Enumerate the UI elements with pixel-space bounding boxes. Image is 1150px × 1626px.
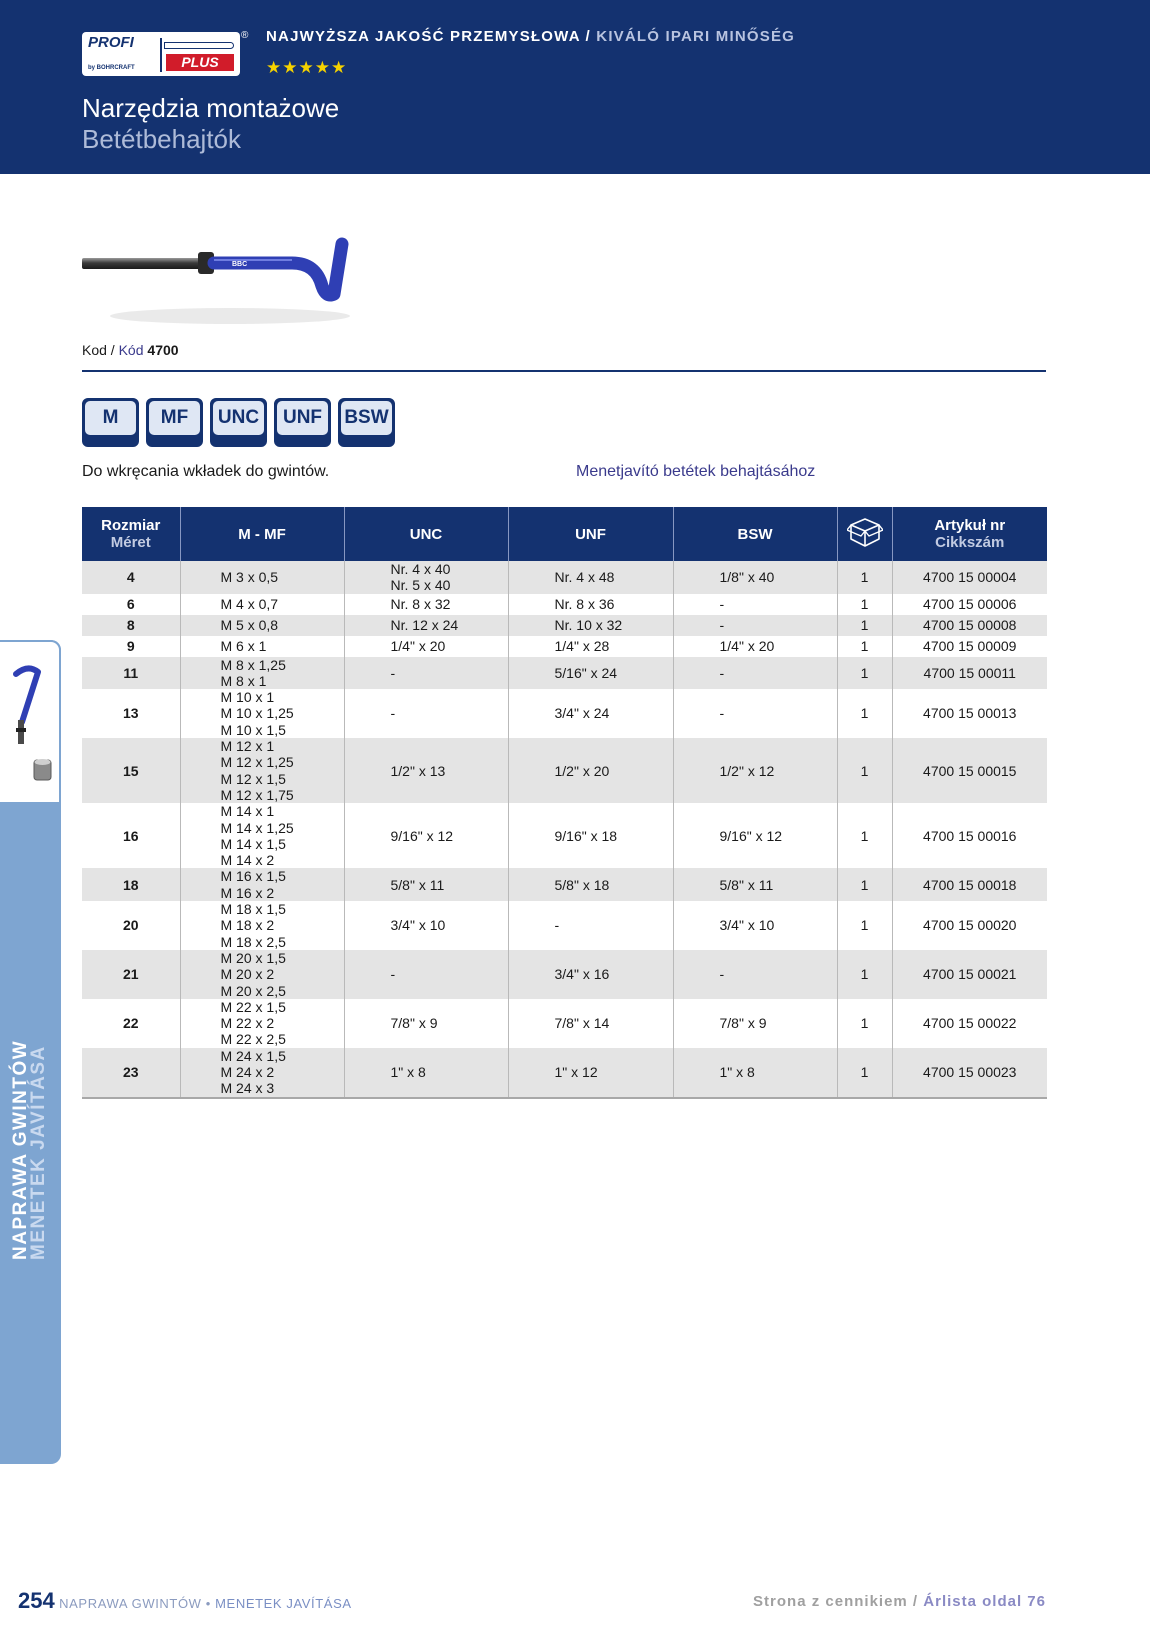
cell-article: 4700 15 00021 — [892, 950, 1047, 999]
cell-line: M 18 x 2,5 — [220, 933, 286, 950]
cell-quantity: 1 — [837, 594, 892, 615]
cell-line: - — [390, 966, 396, 983]
cell-m-mf — [180, 950, 344, 999]
cell-line: M 4 x 0,7 — [220, 595, 279, 612]
table-body — [82, 561, 1047, 1098]
cell-line: 1/4" x 20 — [719, 637, 775, 654]
cell-m-mf — [180, 738, 344, 803]
cell-line: M 14 x 1,5 — [220, 835, 286, 852]
cell-unc — [344, 803, 508, 868]
spec-table — [82, 507, 1047, 1099]
cell-size: 20 — [82, 901, 180, 950]
section-side-tab — [0, 640, 61, 1464]
cell-unf — [508, 615, 673, 636]
cell-bsw — [673, 738, 837, 803]
description-hu: Menetjavító betétek behajtásához — [576, 463, 816, 480]
cell-unf — [508, 950, 673, 999]
cell-line: 7/8" x 9 — [719, 1015, 767, 1032]
cell-line: - — [719, 966, 725, 983]
cell-line: M 22 x 2,5 — [220, 1031, 286, 1048]
cell-unf — [508, 636, 673, 657]
table-row — [82, 950, 1047, 999]
cell-quantity: 1 — [837, 901, 892, 950]
cell-line: M 18 x 2 — [220, 917, 275, 934]
page-number: 254 — [18, 1588, 55, 1613]
svg-text:BBC: BBC — [232, 261, 248, 268]
side-tab-label-hu: MENETEK JAVÍTÁSA — [28, 1045, 49, 1260]
cell-article: 4700 15 00023 — [892, 1048, 1047, 1098]
quality-claim-pl: NAJWYŻSZA JAKOŚĆ PRZEMYSŁOWA — [266, 28, 581, 45]
cell-m-mf — [180, 689, 344, 738]
page-title-hu: Betétbehajtók — [82, 124, 242, 154]
cell-m-mf — [180, 868, 344, 901]
profi-plus-logo — [82, 32, 240, 76]
footer-section-sep: • — [201, 1596, 216, 1611]
footer-section-hu: MENETEK JAVÍTÁSA — [215, 1596, 352, 1611]
cell-quantity: 1 — [837, 868, 892, 901]
pricelist-hu: Árlista oldal 76 — [923, 1593, 1046, 1610]
cell-m-mf — [180, 657, 344, 690]
cell-line: M 24 x 3 — [220, 1080, 275, 1097]
insert-tool-image — [80, 228, 380, 338]
cell-line: 7/8" x 14 — [554, 1015, 610, 1032]
cell-quantity: 1 — [837, 738, 892, 803]
cell-m-mf — [180, 636, 344, 657]
header-unc: UNC — [344, 507, 508, 561]
cell-article: 4700 15 00022 — [892, 999, 1047, 1048]
cell-line: M 10 x 1,5 — [220, 721, 286, 738]
table-row — [82, 999, 1047, 1048]
side-tab-label — [12, 1040, 48, 1260]
table-row — [82, 657, 1047, 690]
cell-line: 1/2" x 13 — [390, 762, 446, 779]
cell-line: 3/4" x 16 — [554, 966, 610, 983]
cell-line: 9/16" x 12 — [390, 827, 454, 844]
code-label-hu: Kód — [118, 342, 144, 358]
page-header — [0, 0, 1150, 174]
cell-bsw — [673, 901, 837, 950]
cell-line: - — [390, 664, 396, 681]
code-label-sep: / — [106, 342, 119, 358]
cell-line: 5/8" x 11 — [390, 876, 445, 893]
cell-quantity: 1 — [837, 803, 892, 868]
table-row — [82, 594, 1047, 615]
table-row — [82, 615, 1047, 636]
registered-mark: ® — [241, 30, 249, 41]
cell-line: - — [719, 705, 725, 722]
cell-size: 18 — [82, 868, 180, 901]
page-title-pl: Narzędzia montażowe — [82, 93, 340, 123]
cell-line: Nr. 4 x 48 — [554, 569, 615, 586]
cell-line: M 22 x 2 — [220, 1015, 275, 1032]
cell-article: 4700 15 00004 — [892, 561, 1047, 594]
cell-line: M 16 x 1,5 — [220, 868, 286, 885]
cell-line: M 10 x 1 — [220, 689, 275, 706]
product-code — [82, 342, 179, 358]
cell-line: M 24 x 1,5 — [220, 1047, 286, 1064]
cell-quantity: 1 — [837, 999, 892, 1048]
cell-line: 1/8" x 40 — [719, 569, 775, 586]
cell-line: M 3 x 0,5 — [220, 569, 279, 586]
cell-size: 15 — [82, 738, 180, 803]
table-row — [82, 803, 1047, 868]
pricelist-pl: Strona z cennikiem — [753, 1593, 908, 1610]
cell-unf — [508, 689, 673, 738]
cell-article: 4700 15 00006 — [892, 594, 1047, 615]
header-size: Rozmiar Méret — [82, 507, 180, 561]
badge-unf: UNF — [274, 398, 331, 447]
box-icon — [847, 515, 883, 549]
cell-quantity: 1 — [837, 1048, 892, 1098]
page-footer — [18, 1588, 352, 1614]
cell-line: 7/8" x 9 — [390, 1015, 438, 1032]
cell-line: 1" x 8 — [719, 1064, 755, 1081]
table-row — [82, 738, 1047, 803]
cell-line: 5/8" x 18 — [554, 876, 610, 893]
footer-section-pl: NAPRAWA GWINTÓW — [59, 1596, 202, 1611]
cell-line: M 12 x 1,75 — [220, 786, 294, 803]
cell-line: - — [719, 664, 725, 681]
header-unf: UNF — [508, 507, 673, 561]
cell-unf — [508, 561, 673, 594]
badge-m: M — [82, 398, 139, 447]
cell-quantity: 1 — [837, 689, 892, 738]
cell-line: M 12 x 1 — [220, 738, 275, 755]
cell-line: M 8 x 1,25 — [220, 656, 286, 673]
code-label-pl: Kod — [82, 342, 107, 358]
cell-bsw — [673, 868, 837, 901]
side-tab-icon-area — [0, 640, 61, 804]
cell-line: M 22 x 1,5 — [220, 998, 286, 1015]
cell-article: 4700 15 00018 — [892, 868, 1047, 901]
cell-line: 9/16" x 12 — [719, 827, 783, 844]
cell-size: 4 — [82, 561, 180, 594]
cell-line: 1" x 8 — [390, 1064, 426, 1081]
quality-claim-hu: KIVÁLÓ IPARI MINŐSÉG — [596, 28, 796, 45]
cell-unc — [344, 561, 508, 594]
cell-line: M 8 x 1 — [220, 672, 267, 689]
cell-quantity: 1 — [837, 636, 892, 657]
cell-unc — [344, 950, 508, 999]
cell-line: - — [390, 705, 396, 722]
cell-line: M 24 x 2 — [220, 1064, 275, 1081]
cell-line: Nr. 4 x 40 — [390, 561, 451, 577]
cell-m-mf — [180, 561, 344, 594]
cell-m-mf — [180, 1048, 344, 1098]
cell-size: 16 — [82, 803, 180, 868]
cell-bsw — [673, 615, 837, 636]
quality-claim — [266, 28, 795, 45]
cell-bsw — [673, 950, 837, 999]
cell-quantity: 1 — [837, 950, 892, 999]
cell-size: 11 — [82, 657, 180, 690]
cell-line: 9/16" x 18 — [554, 827, 618, 844]
cell-bsw — [673, 803, 837, 868]
description-pl: Do wkręcania wkładek do gwintów. — [82, 463, 330, 480]
cell-bsw — [673, 689, 837, 738]
side-tab-label-pl: NAPRAWA GWINTÓW — [10, 1039, 31, 1260]
code-value: 4700 — [147, 342, 179, 358]
cell-size: 9 — [82, 636, 180, 657]
cell-line: M 14 x 2 — [220, 852, 275, 869]
cell-unf — [508, 868, 673, 901]
cell-line: M 20 x 2 — [220, 966, 275, 983]
cell-unc — [344, 738, 508, 803]
cell-bsw — [673, 561, 837, 594]
cell-article: 4700 15 00013 — [892, 689, 1047, 738]
cell-unc — [344, 594, 508, 615]
cell-line: Nr. 10 x 32 — [554, 616, 623, 633]
cell-line: M 18 x 1,5 — [220, 901, 286, 918]
cell-line: M 10 x 1,25 — [220, 705, 294, 722]
header-m-mf: M - MF — [180, 507, 344, 561]
cell-line: 5/8" x 11 — [719, 876, 774, 893]
cell-line: Nr. 8 x 36 — [554, 595, 615, 612]
cell-line: M 12 x 1,25 — [220, 754, 294, 771]
badge-mf: MF — [146, 398, 203, 447]
cell-quantity: 1 — [837, 657, 892, 690]
cell-unc — [344, 901, 508, 950]
quality-claim-sep: / — [580, 28, 597, 45]
cell-line: 3/4" x 24 — [554, 705, 610, 722]
cell-line: M 20 x 2,5 — [220, 982, 286, 999]
cell-article: 4700 15 00008 — [892, 615, 1047, 636]
cell-bsw — [673, 1048, 837, 1098]
header-article: Artykuł nr Cikkszám — [892, 507, 1047, 561]
cell-line: M 16 x 2 — [220, 884, 275, 901]
table-row — [82, 561, 1047, 594]
cell-unc — [344, 615, 508, 636]
cell-line: Nr. 12 x 24 — [390, 616, 459, 633]
cell-m-mf — [180, 594, 344, 615]
badge-bsw: BSW — [338, 398, 395, 447]
cell-bsw — [673, 999, 837, 1048]
cell-size: 21 — [82, 950, 180, 999]
badge-unc: UNC — [210, 398, 267, 447]
cell-line: 1/2" x 20 — [554, 762, 610, 779]
cell-line: M 14 x 1,25 — [220, 819, 294, 836]
table-row — [82, 636, 1047, 657]
cell-article: 4700 15 00009 — [892, 636, 1047, 657]
cell-line: M 6 x 1 — [220, 637, 267, 654]
table-row — [82, 868, 1047, 901]
cell-m-mf — [180, 803, 344, 868]
cell-line: 3/4" x 10 — [719, 917, 775, 934]
header-quantity — [837, 507, 892, 561]
cell-unc — [344, 868, 508, 901]
cell-unc — [344, 657, 508, 690]
cell-unc — [344, 636, 508, 657]
cell-line: M 12 x 1,5 — [220, 770, 286, 787]
cell-line: Nr. 5 x 40 — [390, 577, 451, 594]
cell-line: Nr. 8 x 32 — [390, 595, 451, 612]
table-row — [82, 1048, 1047, 1098]
cell-line: 1/2" x 12 — [719, 762, 775, 779]
cell-bsw — [673, 636, 837, 657]
cell-article: 4700 15 00016 — [892, 803, 1047, 868]
cell-line: 1/4" x 28 — [554, 637, 610, 654]
cell-line: - — [554, 917, 560, 934]
table-row — [82, 689, 1047, 738]
cell-article: 4700 15 00020 — [892, 901, 1047, 950]
cell-unf — [508, 999, 673, 1048]
rating-stars-icon: ★★★★★ — [266, 58, 348, 78]
cell-unc — [344, 999, 508, 1048]
insert-tool-icon — [0, 642, 61, 802]
cell-size: 23 — [82, 1048, 180, 1098]
cell-unf — [508, 1048, 673, 1098]
drill-icon — [164, 42, 234, 49]
logo-plus-text: PLUS — [166, 54, 234, 71]
cell-line: 1" x 12 — [554, 1064, 598, 1081]
cell-size: 22 — [82, 999, 180, 1048]
thread-type-badges — [82, 398, 395, 447]
logo-profi-text: PROFI — [88, 34, 134, 51]
cell-article: 4700 15 00011 — [892, 657, 1047, 690]
cell-size: 13 — [82, 689, 180, 738]
cell-line: - — [719, 595, 725, 612]
table-row — [82, 901, 1047, 950]
cell-line: 1/4" x 20 — [390, 637, 446, 654]
cell-line: M 20 x 1,5 — [220, 949, 286, 966]
cell-line: 5/16" x 24 — [554, 664, 618, 681]
cell-m-mf — [180, 999, 344, 1048]
cell-line: 3/4" x 10 — [390, 917, 446, 934]
cell-quantity: 1 — [837, 561, 892, 594]
cell-unf — [508, 594, 673, 615]
cell-unc — [344, 1048, 508, 1098]
header-bsw: BSW — [673, 507, 837, 561]
cell-unf — [508, 738, 673, 803]
cell-line: M 14 x 1 — [220, 803, 275, 820]
cell-bsw — [673, 657, 837, 690]
cell-quantity: 1 — [837, 615, 892, 636]
pricelist-sep: / — [907, 1593, 924, 1610]
cell-article: 4700 15 00015 — [892, 738, 1047, 803]
logo-divider — [160, 38, 162, 72]
table-header-row — [82, 507, 1047, 561]
cell-line: M 5 x 0,8 — [220, 616, 279, 633]
section-divider — [82, 370, 1046, 372]
cell-unf — [508, 901, 673, 950]
cell-m-mf — [180, 901, 344, 950]
cell-m-mf — [180, 615, 344, 636]
logo-by-text: by BOHRCRAFT — [88, 65, 135, 71]
cell-unc — [344, 689, 508, 738]
cell-size: 6 — [82, 594, 180, 615]
cell-bsw — [673, 594, 837, 615]
pricelist-reference — [753, 1593, 1046, 1610]
cell-line: - — [719, 616, 725, 633]
cell-unf — [508, 803, 673, 868]
cell-size: 8 — [82, 615, 180, 636]
cell-unf — [508, 657, 673, 690]
